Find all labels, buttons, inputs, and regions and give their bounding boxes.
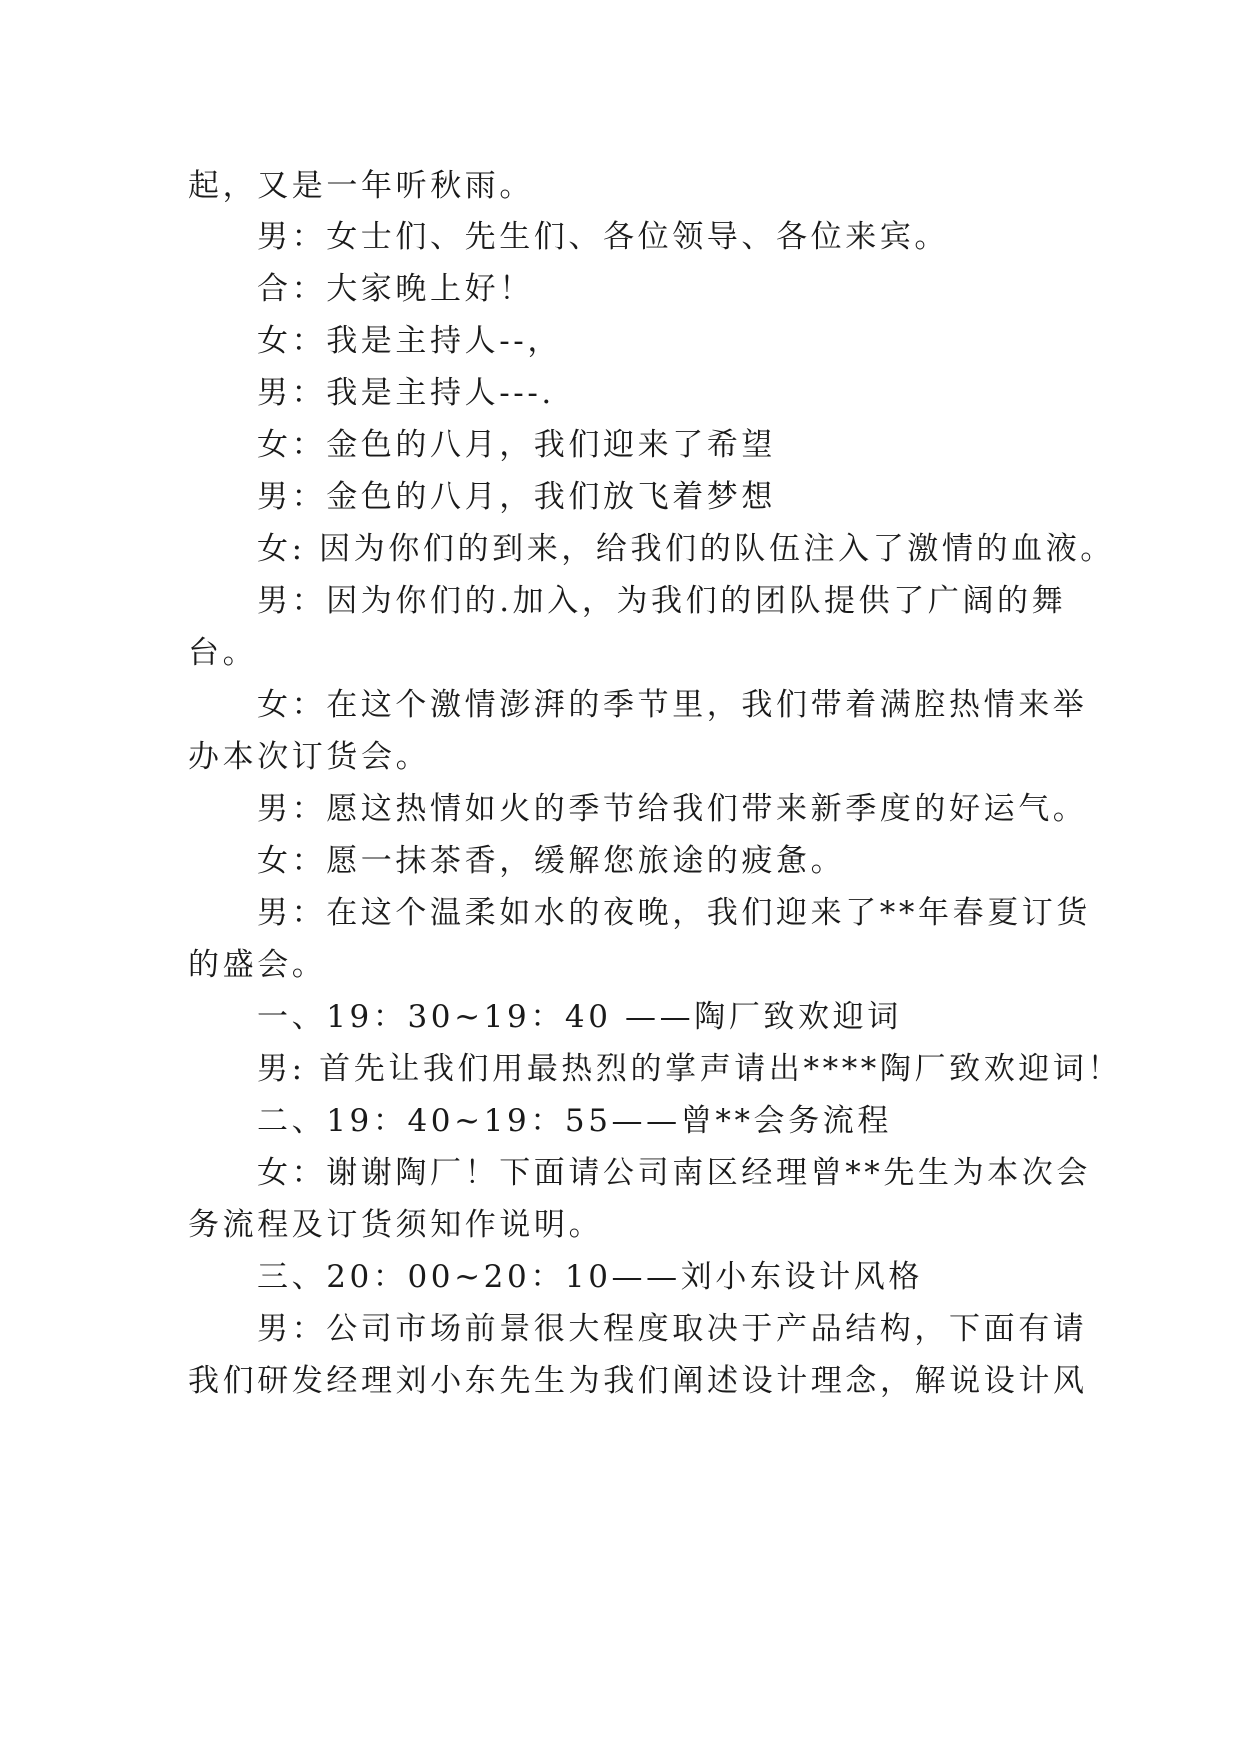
- text-line: 二、19：40~19：55——曾**会务流程: [257, 1103, 892, 1139]
- text-line: 女：愿一抹茶香，缓解您旅途的疲惫。: [257, 843, 846, 879]
- text-line: 办本次订货会。: [188, 739, 431, 775]
- text-line: 三、20：00~20：10——刘小东设计风格: [257, 1259, 923, 1295]
- text-line: 女：金色的八月，我们迎来了希望: [257, 427, 776, 463]
- text-line: 男: 首先让我们用最热烈的掌声请出****陶厂致欢迎词！: [257, 1051, 1123, 1087]
- text-line: 男：公司市场前景很大程度取决于产品结构，下面有请: [257, 1311, 1088, 1347]
- text-line: 合：大家晚上好！: [257, 271, 534, 307]
- text-line: 男：金色的八月，我们放飞着梦想: [257, 479, 776, 515]
- text-line: 起，又是一年听秋雨。: [188, 168, 534, 204]
- text-line: 一、19：30~19：40 ——陶厂致欢迎词: [257, 999, 902, 1035]
- text-line: 女：我是主持人--，: [257, 323, 562, 359]
- text-line: 男：因为你们的.加入，为我们的团队提供了广阔的舞: [257, 583, 1067, 619]
- text-line: 男：我是主持人---.: [257, 375, 555, 411]
- text-line: 的盛会。: [188, 947, 327, 983]
- text-line: 务流程及订货须知作说明。: [188, 1207, 604, 1243]
- text-line: 男：在这个温柔如水的夜晚，我们迎来了**年春夏订货: [257, 895, 1091, 931]
- text-line: 我们研发经理刘小东先生为我们阐述设计理念，解说设计风: [188, 1363, 1088, 1399]
- text-line: 女：在这个激情澎湃的季节里，我们带着满腔热情来举: [257, 687, 1088, 723]
- text-line: 女: 因为你们的到来，给我们的队伍注入了激情的血液。: [257, 531, 1115, 567]
- text-line: 男：愿这热情如火的季节给我们带来新季度的好运气。: [257, 791, 1088, 827]
- text-line: 台。: [188, 635, 258, 671]
- text-line: 女：谢谢陶厂！下面请公司南区经理曾**先生为本次会: [257, 1155, 1091, 1191]
- text-line: 男：女士们、先生们、各位领导、各位来宾。: [257, 219, 949, 255]
